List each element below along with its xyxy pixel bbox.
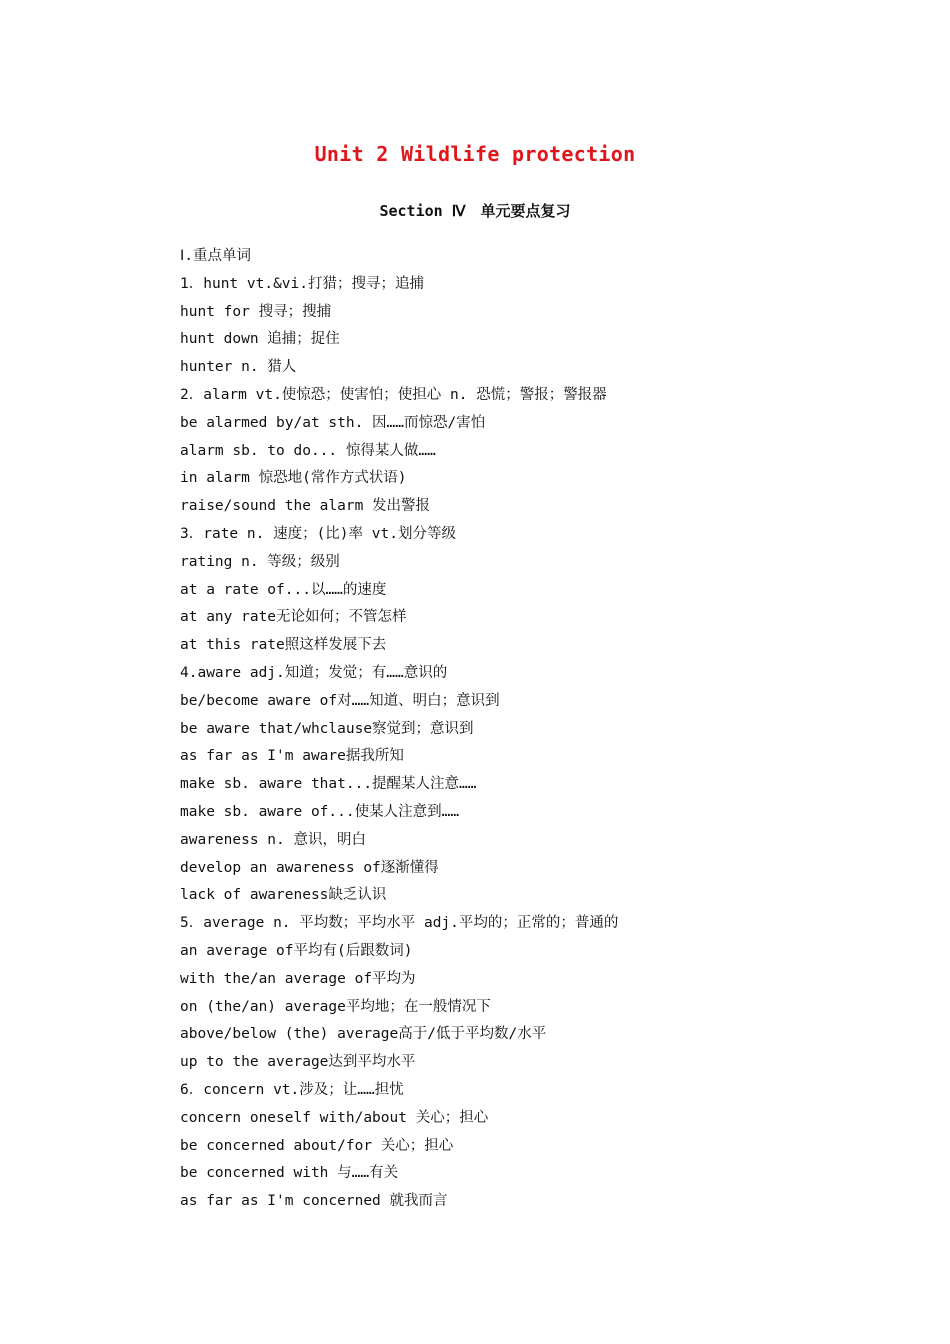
section-subtitle: Section Ⅳ 单元要点复习 <box>379 202 571 220</box>
list-item: Ⅰ.重点单词 <box>180 248 252 264</box>
list-item: above/below (the) average高于/低于平均数/水平 <box>180 1026 547 1043</box>
list-item: up to the average达到平均水平 <box>180 1054 416 1071</box>
list-item: be aware that/whclause察觉到；意识到 <box>180 720 474 737</box>
list-item: hunt for 搜寻；搜捕 <box>180 303 332 320</box>
list-item: rating n. 等级；级别 <box>180 553 340 570</box>
list-item: at this rate照这样发展下去 <box>180 637 387 654</box>
list-item: 6．concern vt.涉及；让……担忧 <box>180 1081 404 1098</box>
list-item: 2．alarm vt.使惊恐；使害怕；使担心 n. 恐慌；警报；警报器 <box>180 386 607 403</box>
list-item: be/become aware of对……知道、明白；意识到 <box>180 692 500 709</box>
list-item: hunter n. 猎人 <box>180 359 297 376</box>
list-item: be concerned with 与……有关 <box>180 1165 399 1182</box>
list-item: as far as I'm aware据我所知 <box>180 748 404 765</box>
list-item: make sb. aware that...提醒某人注意…… <box>180 776 477 793</box>
list-item: at any rate无论如何；不管怎样 <box>180 609 407 626</box>
list-item: be alarmed by/at sth. 因……而惊恐/害怕 <box>180 414 486 431</box>
list-item: with the/an average of平均为 <box>180 970 416 987</box>
list-item: 5．average n. 平均数；平均水平 adj.平均的；正常的；普通的 <box>180 915 619 932</box>
page-title: Unit 2 Wildlife protection <box>314 142 636 166</box>
list-item: be concerned about/for 关心；担心 <box>180 1137 454 1154</box>
list-item: hunt down 追捕；捉住 <box>180 331 340 348</box>
list-item: at a rate of...以……的速度 <box>180 581 387 598</box>
list-item: raise/sound the alarm 发出警报 <box>180 498 431 515</box>
vocabulary-list <box>180 243 800 1216</box>
list-item: concern oneself with/about 关心；担心 <box>180 1109 489 1126</box>
list-item: 4.aware adj.知道；发觉；有……意识的 <box>180 664 448 681</box>
list-item: 3．rate n. 速度；(比)率 vt.划分等级 <box>180 525 456 542</box>
list-item: on (the/an) average平均地；在一般情况下 <box>180 998 491 1015</box>
list-item: develop an awareness of逐渐懂得 <box>180 859 439 876</box>
list-item: alarm sb. to do... 惊得某人做…… <box>180 442 436 459</box>
list-item: 1．hunt vt.&vi.打猎；搜寻；追捕 <box>180 275 424 292</box>
list-item: awareness n. 意识，明白 <box>180 831 366 848</box>
list-item: an average of平均有(后跟数词) <box>180 942 413 959</box>
list-item: make sb. aware of...使某人注意到…… <box>180 803 460 820</box>
list-item: lack of awareness缺乏认识 <box>180 887 387 904</box>
list-item: as far as I'm concerned 就我而言 <box>180 1193 448 1210</box>
list-item: in alarm 惊恐地(常作方式状语) <box>180 470 407 487</box>
